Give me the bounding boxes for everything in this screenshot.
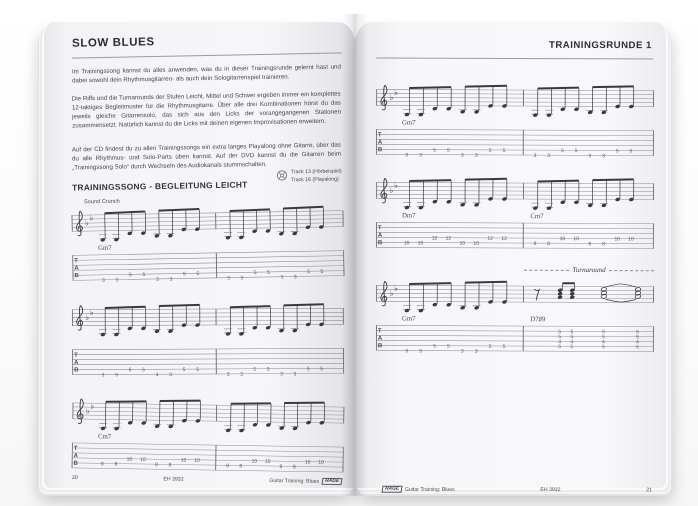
turnaround-dash-left	[524, 269, 569, 270]
svg-text:5: 5	[447, 343, 450, 350]
svg-text:12: 12	[445, 235, 452, 242]
svg-text:8: 8	[100, 461, 104, 468]
cd-icon	[276, 169, 288, 181]
svg-text:4: 4	[602, 339, 605, 346]
svg-text:T: T	[73, 445, 78, 452]
heading-rule	[376, 58, 653, 60]
svg-text:3: 3	[169, 276, 173, 283]
svg-text:3: 3	[474, 152, 478, 159]
svg-text:5: 5	[602, 344, 605, 351]
svg-text:10: 10	[126, 456, 133, 463]
svg-text:3: 3	[156, 276, 159, 283]
svg-text:5: 5	[266, 366, 270, 373]
svg-text:3: 3	[169, 372, 172, 379]
track-line-2: Track 16 (Playalong)	[291, 176, 339, 184]
track-line-1: Track 13 (Hörbeispiel)	[291, 168, 342, 176]
svg-text:5: 5	[253, 366, 257, 373]
svg-text:8: 8	[292, 464, 296, 471]
svg-text:♭: ♭	[389, 288, 394, 298]
music-system-r1	[376, 83, 654, 160]
svg-text:3: 3	[419, 152, 422, 159]
svg-text:8: 8	[547, 241, 551, 248]
svg-text:B: B	[74, 367, 79, 374]
svg-text:3: 3	[293, 371, 297, 378]
svg-text:Gm7: Gm7	[97, 244, 112, 252]
svg-text:5: 5	[267, 269, 270, 276]
svg-text:10: 10	[473, 240, 480, 247]
music-system-l3	[71, 397, 344, 477]
svg-text:10: 10	[194, 457, 200, 464]
svg-text:5: 5	[128, 272, 132, 279]
svg-text:A: A	[74, 360, 79, 367]
svg-text:5: 5	[558, 344, 562, 351]
svg-text:3: 3	[226, 371, 230, 378]
svg-text:♭: ♭	[85, 218, 89, 228]
svg-text:8: 8	[154, 462, 158, 469]
svg-text:5: 5	[636, 329, 639, 336]
series-title: Guitar Training: Blues	[269, 477, 320, 485]
svg-text:5: 5	[574, 148, 578, 155]
svg-text:3: 3	[588, 153, 592, 160]
svg-text:3: 3	[460, 348, 464, 355]
turnaround-dash-right	[609, 270, 654, 271]
catalog-number: EH 3932	[163, 475, 184, 483]
svg-text:3: 3	[155, 372, 159, 379]
svg-text:B: B	[377, 240, 383, 247]
svg-text:8: 8	[114, 461, 118, 468]
svg-text:5: 5	[636, 334, 639, 341]
svg-text:4: 4	[570, 339, 574, 346]
svg-text:5: 5	[629, 148, 633, 155]
catalog-number: EH 3932	[540, 486, 561, 493]
page-number: 20	[71, 474, 78, 481]
svg-text:♭: ♭	[394, 87, 398, 97]
svg-text:A: A	[377, 232, 383, 239]
svg-text:5: 5	[561, 148, 564, 155]
open-book	[34, 8, 664, 498]
svg-text:3: 3	[293, 274, 297, 281]
svg-text:3: 3	[101, 277, 105, 284]
page-footer-right	[382, 486, 652, 493]
paragraph: Im Trainingssong kannst du alles anwenden, was du in dieser Trainingsrunde gelernt hast und dabei sowohl dein Rhythmusgitarren- als auch dein Sologitarrenspiel trainieren.	[71, 63, 341, 85]
svg-text:3: 3	[474, 348, 478, 355]
svg-text:♭: ♭	[85, 406, 90, 416]
left-page	[44, 22, 356, 488]
svg-text:3: 3	[227, 275, 230, 282]
svg-text:3: 3	[101, 372, 105, 379]
svg-text:5: 5	[128, 367, 132, 374]
music-system-l1	[71, 205, 344, 286]
svg-text:10: 10	[304, 459, 311, 466]
track-info	[276, 168, 342, 185]
svg-text:10: 10	[559, 236, 566, 243]
left-page-content	[44, 22, 356, 488]
series-title: Guitar Training: Blues	[404, 486, 455, 493]
svg-text:10: 10	[459, 240, 466, 247]
svg-text:12: 12	[487, 235, 493, 242]
svg-text:5: 5	[142, 272, 146, 279]
heading-rule	[72, 52, 342, 58]
hage-logo: HAGE	[322, 478, 343, 485]
turnaround-label: Turnaround	[572, 265, 606, 275]
music-notation	[71, 397, 344, 477]
page-title: TRAININGSRUNDE 1	[549, 39, 653, 52]
svg-text:A: A	[377, 139, 383, 146]
svg-text:3: 3	[602, 153, 605, 160]
svg-text:3: 3	[419, 348, 422, 355]
svg-text:5: 5	[488, 343, 492, 350]
svg-text:10: 10	[403, 240, 410, 247]
svg-text:5: 5	[602, 334, 605, 341]
book-spine	[342, 14, 368, 496]
svg-text:Cm7: Cm7	[97, 433, 112, 441]
svg-text:A: A	[73, 453, 79, 460]
sound-label: Sound Crunch	[83, 198, 120, 206]
svg-text:Cm7: Cm7	[530, 213, 544, 221]
svg-text:♭: ♭	[389, 185, 394, 195]
svg-text:♭: ♭	[85, 313, 90, 323]
svg-text:T: T	[377, 132, 382, 139]
svg-text:10: 10	[251, 458, 258, 465]
svg-text:8: 8	[168, 462, 172, 469]
svg-text:10: 10	[180, 457, 187, 464]
svg-text:5: 5	[142, 367, 145, 374]
svg-text:5: 5	[196, 271, 200, 278]
svg-text:5: 5	[558, 329, 562, 336]
svg-text:3: 3	[533, 152, 537, 159]
svg-text:5: 5	[306, 366, 310, 373]
music-notation	[72, 302, 344, 379]
svg-text:5: 5	[320, 268, 324, 275]
svg-text:Dm7: Dm7	[401, 212, 416, 220]
svg-text:10: 10	[628, 236, 634, 243]
svg-text:♭: ♭	[394, 180, 398, 190]
svg-text:Gm7: Gm7	[401, 315, 416, 323]
svg-text:♭: ♭	[90, 401, 95, 411]
music-system-r3	[376, 279, 654, 356]
svg-text:5: 5	[433, 147, 436, 154]
svg-text:5: 5	[253, 270, 257, 277]
svg-text:5: 5	[182, 271, 186, 278]
hage-logo: HAGE	[382, 486, 403, 493]
music-system-r2	[376, 176, 654, 253]
svg-text:10: 10	[573, 236, 579, 243]
svg-text:12: 12	[431, 235, 438, 242]
svg-text:3: 3	[280, 371, 283, 378]
svg-text:5: 5	[182, 367, 186, 374]
svg-text:T: T	[377, 328, 382, 335]
svg-text:T: T	[74, 352, 78, 359]
svg-text:5: 5	[502, 147, 506, 154]
svg-text:10: 10	[417, 240, 424, 247]
svg-text:5: 5	[570, 329, 574, 336]
svg-text:10: 10	[318, 459, 324, 466]
svg-text:♭: ♭	[89, 213, 94, 223]
svg-text:5: 5	[447, 147, 450, 154]
svg-text:5: 5	[307, 269, 311, 276]
svg-text:10: 10	[614, 236, 621, 243]
svg-text:12: 12	[501, 235, 507, 242]
svg-text:5: 5	[636, 344, 639, 351]
svg-text:B: B	[73, 460, 78, 467]
svg-text:Gm7: Gm7	[401, 119, 416, 127]
svg-text:T: T	[74, 258, 78, 265]
music-notation	[71, 205, 344, 286]
turnaround-label-row	[524, 266, 654, 275]
svg-text:5: 5	[570, 344, 574, 351]
svg-text:5: 5	[488, 147, 492, 154]
svg-text:5: 5	[196, 366, 199, 373]
svg-text:3: 3	[115, 277, 119, 284]
svg-text:3: 3	[405, 348, 409, 355]
svg-text:3: 3	[460, 152, 464, 159]
svg-text:T: T	[377, 225, 382, 232]
svg-text:♭: ♭	[394, 283, 398, 293]
svg-text:B: B	[74, 273, 79, 280]
page-title: SLOW BLUES	[71, 36, 155, 50]
svg-text:8: 8	[239, 463, 243, 470]
svg-text:A: A	[377, 335, 383, 342]
svg-text:5: 5	[570, 334, 574, 341]
svg-text:4: 4	[558, 339, 562, 346]
svg-text:8: 8	[226, 463, 229, 470]
svg-text:3: 3	[115, 372, 118, 379]
svg-text:B: B	[377, 343, 383, 350]
svg-text:3: 3	[240, 275, 244, 282]
svg-text:A: A	[74, 265, 79, 272]
music-notation	[376, 83, 654, 160]
right-page	[354, 22, 666, 493]
svg-text:8: 8	[602, 241, 605, 248]
svg-text:8: 8	[588, 241, 592, 248]
svg-text:5: 5	[558, 334, 562, 341]
svg-text:5: 5	[602, 329, 605, 336]
svg-text:10: 10	[140, 456, 146, 463]
svg-text:♭: ♭	[89, 308, 94, 318]
page-number: 21	[646, 486, 652, 493]
svg-text:5: 5	[433, 343, 436, 350]
svg-text:3: 3	[280, 274, 284, 281]
svg-text:3: 3	[240, 371, 243, 378]
svg-text:B: B	[377, 147, 383, 154]
music-notation	[376, 279, 654, 356]
svg-text:5: 5	[502, 343, 506, 350]
svg-text:3: 3	[547, 153, 551, 160]
music-notation	[376, 176, 654, 253]
right-page-content	[354, 22, 666, 493]
svg-text:8: 8	[279, 464, 283, 471]
svg-text:8: 8	[533, 240, 537, 247]
svg-text:10: 10	[264, 458, 271, 465]
svg-text:♭: ♭	[389, 92, 394, 102]
svg-text:D7♯9: D7♯9	[530, 316, 546, 324]
music-system-l2	[72, 302, 344, 379]
svg-text:5: 5	[320, 366, 323, 373]
svg-text:5: 5	[615, 148, 619, 155]
svg-text:3: 3	[405, 152, 409, 159]
svg-text:4: 4	[636, 339, 639, 346]
paragraph: Die Riffs und die Turnarounds der Stufen Leicht, Mittel und Schwer ergeben immer ein komplettes 12-taktiges Begleitmuster für die Rhythmusgitarre. Über alle drei Kombinationen hörst du das jeweils gleiche Gitarrensolo, das sich aus den Licks der vorangegangenen Stationen zusammensetzt. Natürlich kannst du die Licks mit deinen eigenen Improvisationen erweitern.	[71, 90, 342, 130]
paragraph: Auf der CD findest du zu allen Trainingssongs ein extra langes Playalong ohne Gitarre, über das du alle Rhythmus- und Solo-Parts üben kannst. Auf der DVD kannst du die Gitarren beim „Trainingssong Solo“ durch Wechseln des Audiokanals stummschalten.	[71, 141, 342, 172]
section-heading: TRAININGSSONG - BEGLEITUNG LEICHT	[71, 179, 248, 193]
